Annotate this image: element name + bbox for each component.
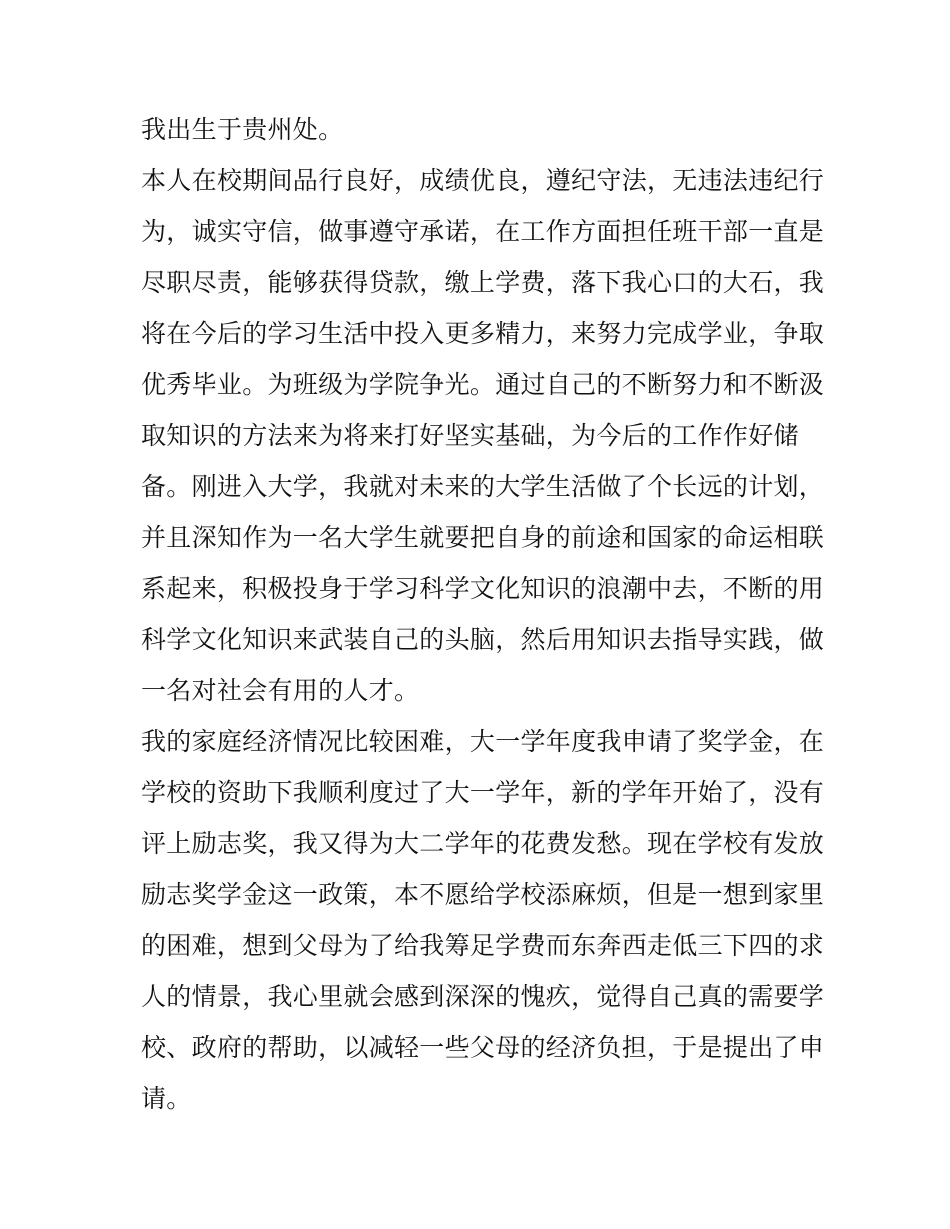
- document-body: [141, 104, 825, 1124]
- text-line: 为，诚实守信，做事遵守承诺，在工作方面担任班干部一直是: [141, 217, 825, 246]
- text-line: 校、政府的帮助，以减轻一些父母的经济负担，于是提出了申: [141, 1033, 825, 1062]
- text-line: 励志奖学金这一政策，本不愿给学校添麻烦，但是一想到家里: [141, 880, 825, 909]
- text-line: 我出生于贵州处。: [141, 115, 344, 144]
- text-line: 本人在校期间品行良好，成绩优良，遵纪守法，无违法违纪行: [141, 166, 825, 195]
- text-line: 取知识的方法来为将来打好坚实基础，为今后的工作作好储: [141, 421, 799, 450]
- text-line: 并且深知作为一名大学生就要把自身的前途和国家的命运相联: [141, 523, 825, 552]
- text-line: 一名对社会有用的人才。: [141, 676, 420, 705]
- text-line: 请。: [141, 1084, 192, 1113]
- text-line: 优秀毕业。为班级为学院争光。通过自己的不断努力和不断汲: [141, 370, 825, 399]
- text-line: 系起来，积极投身于学习科学文化知识的浪潮中去，不断的用: [141, 574, 825, 603]
- text-line: 备。刚进入大学，我就对未来的大学生活做了个长远的计划，: [141, 472, 825, 501]
- text-line: 人的情景，我心里就会感到深深的愧疚，觉得自己真的需要学: [141, 982, 825, 1011]
- text-line: 学校的资助下我顺利度过了大一学年，新的学年开始了，没有: [141, 778, 825, 807]
- text-line: 我的家庭经济情况比较困难，大一学年度我申请了奖学金，在: [141, 727, 825, 756]
- text-line: 科学文化知识来武装自己的头脑，然后用知识去指导实践，做: [141, 625, 825, 654]
- text-line: 评上励志奖，我又得为大二学年的花费发愁。现在学校有发放: [141, 829, 825, 858]
- text-line: 尽职尽责，能够获得贷款，缴上学费，落下我心口的大石，我: [141, 268, 825, 297]
- text-line: 将在今后的学习生活中投入更多精力，来努力完成学业，争取: [141, 319, 825, 348]
- text-line: 的困难，想到父母为了给我筹足学费而东奔西走低三下四的求: [141, 931, 825, 960]
